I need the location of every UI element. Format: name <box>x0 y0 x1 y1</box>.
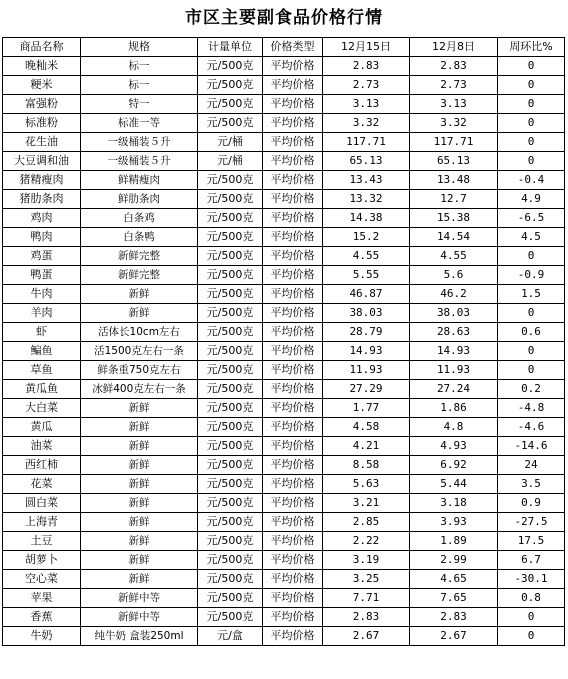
cell-current-price: 13.43 <box>323 171 410 190</box>
cell-unit: 元/500克 <box>198 114 263 133</box>
cell-price-type: 平均价格 <box>263 494 323 513</box>
cell-current-price: 4.21 <box>323 437 410 456</box>
table-row <box>3 361 565 380</box>
cell-previous-price: 2.83 <box>410 608 498 627</box>
cell-week-change: 0 <box>498 342 565 361</box>
cell-product-name: 猪肋条肉 <box>3 190 81 209</box>
cell-price-type: 平均价格 <box>263 627 323 646</box>
cell-spec: 一级桶装５升 <box>81 133 198 152</box>
cell-spec: 白条鸭 <box>81 228 198 247</box>
cell-price-type: 平均价格 <box>263 285 323 304</box>
table-row <box>3 57 565 76</box>
cell-unit: 元/500克 <box>198 608 263 627</box>
cell-spec: 新鲜 <box>81 551 198 570</box>
page-title: 市区主要副食品价格行情 <box>185 8 383 28</box>
cell-spec: 新鲜 <box>81 304 198 323</box>
table-row <box>3 570 565 589</box>
table-row <box>3 418 565 437</box>
cell-week-change: 0 <box>498 114 565 133</box>
cell-unit: 元/500克 <box>198 456 263 475</box>
cell-unit: 元/500克 <box>198 513 263 532</box>
cell-unit: 元/500克 <box>198 57 263 76</box>
cell-price-type: 平均价格 <box>263 114 323 133</box>
cell-product-name: 苹果 <box>3 589 81 608</box>
cell-week-change: 0 <box>498 95 565 114</box>
cell-product-name: 香蕉 <box>3 608 81 627</box>
cell-week-change: 0.9 <box>498 494 565 513</box>
cell-week-change: 0.6 <box>498 323 565 342</box>
cell-previous-price: 2.73 <box>410 76 498 95</box>
cell-week-change: 4.5 <box>498 228 565 247</box>
cell-previous-price: 1.86 <box>410 399 498 418</box>
cell-previous-price: 15.38 <box>410 209 498 228</box>
cell-unit: 元/500克 <box>198 323 263 342</box>
cell-week-change: -14.6 <box>498 437 565 456</box>
cell-product-name: 花生油 <box>3 133 81 152</box>
cell-week-change: -0.9 <box>498 266 565 285</box>
cell-current-price: 2.85 <box>323 513 410 532</box>
cell-week-change: 0.8 <box>498 589 565 608</box>
cell-previous-price: 3.18 <box>410 494 498 513</box>
cell-product-name: 黄瓜 <box>3 418 81 437</box>
cell-previous-price: 7.65 <box>410 589 498 608</box>
cell-previous-price: 4.55 <box>410 247 498 266</box>
table-row <box>3 513 565 532</box>
table-header-row <box>3 38 565 57</box>
cell-spec: 标一 <box>81 76 198 95</box>
cell-spec: 新鲜 <box>81 456 198 475</box>
table-row <box>3 95 565 114</box>
cell-week-change: -4.6 <box>498 418 565 437</box>
cell-week-change: 0 <box>498 133 565 152</box>
cell-week-change: 0 <box>498 361 565 380</box>
cell-previous-price: 4.93 <box>410 437 498 456</box>
cell-price-type: 平均价格 <box>263 475 323 494</box>
cell-current-price: 2.22 <box>323 532 410 551</box>
cell-week-change: 0 <box>498 627 565 646</box>
table-row <box>3 342 565 361</box>
cell-previous-price: 117.71 <box>410 133 498 152</box>
cell-product-name: 猪精瘦肉 <box>3 171 81 190</box>
table-row <box>3 494 565 513</box>
cell-spec: 新鲜 <box>81 570 198 589</box>
cell-product-name: 土豆 <box>3 532 81 551</box>
cell-current-price: 5.55 <box>323 266 410 285</box>
cell-previous-price: 3.32 <box>410 114 498 133</box>
cell-spec: 鲜肋条肉 <box>81 190 198 209</box>
cell-price-type: 平均价格 <box>263 171 323 190</box>
table-row <box>3 209 565 228</box>
table-row <box>3 247 565 266</box>
cell-unit: 元/500克 <box>198 532 263 551</box>
cell-current-price: 3.32 <box>323 114 410 133</box>
cell-current-price: 14.38 <box>323 209 410 228</box>
cell-spec: 新鲜 <box>81 285 198 304</box>
cell-product-name: 粳米 <box>3 76 81 95</box>
cell-spec: 新鲜 <box>81 475 198 494</box>
cell-price-type: 平均价格 <box>263 190 323 209</box>
cell-current-price: 13.32 <box>323 190 410 209</box>
cell-product-name: 大豆调和油 <box>3 152 81 171</box>
cell-unit: 元/500克 <box>198 285 263 304</box>
cell-current-price: 38.03 <box>323 304 410 323</box>
cell-previous-price: 5.6 <box>410 266 498 285</box>
cell-price-type: 平均价格 <box>263 209 323 228</box>
table-row <box>3 152 565 171</box>
cell-product-name: 鸡蛋 <box>3 247 81 266</box>
cell-price-type: 平均价格 <box>263 323 323 342</box>
cell-product-name: 标准粉 <box>3 114 81 133</box>
cell-unit: 元/500克 <box>198 266 263 285</box>
cell-product-name: 油菜 <box>3 437 81 456</box>
cell-price-type: 平均价格 <box>263 608 323 627</box>
cell-price-type: 平均价格 <box>263 228 323 247</box>
cell-previous-price: 3.93 <box>410 513 498 532</box>
header-unit: 计量单位 <box>198 38 263 57</box>
cell-spec: 标准一等 <box>81 114 198 133</box>
cell-price-type: 平均价格 <box>263 437 323 456</box>
cell-previous-price: 65.13 <box>410 152 498 171</box>
cell-price-type: 平均价格 <box>263 266 323 285</box>
cell-price-type: 平均价格 <box>263 418 323 437</box>
cell-unit: 元/500克 <box>198 209 263 228</box>
cell-previous-price: 14.93 <box>410 342 498 361</box>
cell-week-change: -0.4 <box>498 171 565 190</box>
cell-previous-price: 1.89 <box>410 532 498 551</box>
cell-product-name: 草鱼 <box>3 361 81 380</box>
cell-previous-price: 38.03 <box>410 304 498 323</box>
cell-spec: 白条鸡 <box>81 209 198 228</box>
cell-current-price: 117.71 <box>323 133 410 152</box>
cell-unit: 元/500克 <box>198 399 263 418</box>
table-row <box>3 76 565 95</box>
cell-spec: 新鲜完整 <box>81 266 198 285</box>
table-row <box>3 285 565 304</box>
cell-week-change: 0.2 <box>498 380 565 399</box>
cell-product-name: 花菜 <box>3 475 81 494</box>
cell-previous-price: 14.54 <box>410 228 498 247</box>
cell-spec: 新鲜 <box>81 494 198 513</box>
cell-price-type: 平均价格 <box>263 551 323 570</box>
cell-unit: 元/500克 <box>198 304 263 323</box>
cell-week-change: 3.5 <box>498 475 565 494</box>
cell-price-type: 平均价格 <box>263 532 323 551</box>
cell-current-price: 15.2 <box>323 228 410 247</box>
table-row <box>3 475 565 494</box>
cell-current-price: 4.55 <box>323 247 410 266</box>
cell-unit: 元/500克 <box>198 342 263 361</box>
cell-price-type: 平均价格 <box>263 361 323 380</box>
cell-current-price: 28.79 <box>323 323 410 342</box>
cell-unit: 元/桶 <box>198 133 263 152</box>
cell-unit: 元/500克 <box>198 76 263 95</box>
cell-unit: 元/500克 <box>198 570 263 589</box>
cell-spec: 活体长10cm左右 <box>81 323 198 342</box>
cell-current-price: 2.73 <box>323 76 410 95</box>
cell-previous-price: 13.48 <box>410 171 498 190</box>
cell-price-type: 平均价格 <box>263 513 323 532</box>
cell-week-change: -4.8 <box>498 399 565 418</box>
cell-week-change: -30.1 <box>498 570 565 589</box>
cell-unit: 元/500克 <box>198 190 263 209</box>
cell-previous-price: 4.65 <box>410 570 498 589</box>
table-body <box>3 57 565 646</box>
cell-unit: 元/500克 <box>198 380 263 399</box>
cell-previous-price: 3.13 <box>410 95 498 114</box>
table-row <box>3 589 565 608</box>
cell-week-change: 17.5 <box>498 532 565 551</box>
cell-unit: 元/500克 <box>198 475 263 494</box>
cell-current-price: 7.71 <box>323 589 410 608</box>
cell-week-change: 0 <box>498 304 565 323</box>
cell-price-type: 平均价格 <box>263 570 323 589</box>
cell-product-name: 虾 <box>3 323 81 342</box>
cell-current-price: 1.77 <box>323 399 410 418</box>
cell-week-change: 6.7 <box>498 551 565 570</box>
cell-price-type: 平均价格 <box>263 380 323 399</box>
cell-current-price: 11.93 <box>323 361 410 380</box>
cell-product-name: 牛肉 <box>3 285 81 304</box>
cell-price-type: 平均价格 <box>263 304 323 323</box>
cell-current-price: 3.25 <box>323 570 410 589</box>
table-row <box>3 114 565 133</box>
cell-product-name: 羊肉 <box>3 304 81 323</box>
table-row <box>3 190 565 209</box>
cell-price-type: 平均价格 <box>263 247 323 266</box>
cell-price-type: 平均价格 <box>263 95 323 114</box>
cell-spec: 活1500克左右一条 <box>81 342 198 361</box>
cell-week-change: 0 <box>498 247 565 266</box>
table-row <box>3 551 565 570</box>
table-row <box>3 323 565 342</box>
cell-week-change: 0 <box>498 152 565 171</box>
cell-price-type: 平均价格 <box>263 152 323 171</box>
cell-product-name: 圆白菜 <box>3 494 81 513</box>
cell-product-name: 西红柿 <box>3 456 81 475</box>
cell-previous-price: 6.92 <box>410 456 498 475</box>
cell-price-type: 平均价格 <box>263 76 323 95</box>
header-week-change: 周环比% <box>498 38 565 57</box>
cell-price-type: 平均价格 <box>263 589 323 608</box>
header-spec: 规格 <box>81 38 198 57</box>
cell-unit: 元/500克 <box>198 247 263 266</box>
cell-week-change: 1.5 <box>498 285 565 304</box>
cell-current-price: 8.58 <box>323 456 410 475</box>
cell-price-type: 平均价格 <box>263 456 323 475</box>
cell-previous-price: 5.44 <box>410 475 498 494</box>
cell-current-price: 14.93 <box>323 342 410 361</box>
table-row <box>3 456 565 475</box>
cell-week-change: 0 <box>498 608 565 627</box>
cell-spec: 新鲜 <box>81 418 198 437</box>
cell-product-name: 鸡肉 <box>3 209 81 228</box>
cell-product-name: 鸭蛋 <box>3 266 81 285</box>
cell-previous-price: 2.99 <box>410 551 498 570</box>
cell-previous-price: 28.63 <box>410 323 498 342</box>
cell-current-price: 2.83 <box>323 608 410 627</box>
cell-unit: 元/500克 <box>198 228 263 247</box>
table-row <box>3 437 565 456</box>
cell-spec: 新鲜 <box>81 437 198 456</box>
table-row <box>3 266 565 285</box>
cell-current-price: 3.21 <box>323 494 410 513</box>
price-table <box>2 37 565 646</box>
cell-previous-price: 2.83 <box>410 57 498 76</box>
cell-spec: 一级桶装５升 <box>81 152 198 171</box>
cell-previous-price: 12.7 <box>410 190 498 209</box>
cell-current-price: 5.63 <box>323 475 410 494</box>
cell-product-name: 富强粉 <box>3 95 81 114</box>
cell-spec: 鲜条重750克左右 <box>81 361 198 380</box>
cell-unit: 元/500克 <box>198 361 263 380</box>
cell-spec: 纯牛奶 盒装250ml <box>81 627 198 646</box>
cell-product-name: 晚籼米 <box>3 57 81 76</box>
cell-spec: 冰鲜400克左右一条 <box>81 380 198 399</box>
cell-spec: 标一 <box>81 57 198 76</box>
table-row <box>3 380 565 399</box>
cell-week-change: 0 <box>498 76 565 95</box>
cell-previous-price: 11.93 <box>410 361 498 380</box>
cell-product-name: 鳊鱼 <box>3 342 81 361</box>
header-price-type: 价格类型 <box>263 38 323 57</box>
cell-unit: 元/500克 <box>198 551 263 570</box>
cell-previous-price: 46.2 <box>410 285 498 304</box>
header-previous-date: 12月8日 <box>410 38 498 57</box>
cell-current-price: 4.58 <box>323 418 410 437</box>
header-product-name: 商品名称 <box>3 38 81 57</box>
table-row <box>3 133 565 152</box>
cell-current-price: 46.87 <box>323 285 410 304</box>
cell-week-change: 24 <box>498 456 565 475</box>
cell-unit: 元/500克 <box>198 418 263 437</box>
cell-spec: 新鲜 <box>81 399 198 418</box>
cell-unit: 元/500克 <box>198 437 263 456</box>
cell-unit: 元/盒 <box>198 627 263 646</box>
cell-current-price: 2.83 <box>323 57 410 76</box>
cell-unit: 元/500克 <box>198 171 263 190</box>
table-row <box>3 608 565 627</box>
cell-spec: 新鲜 <box>81 513 198 532</box>
table-row <box>3 228 565 247</box>
cell-unit: 元/500克 <box>198 589 263 608</box>
cell-spec: 特一 <box>81 95 198 114</box>
cell-week-change: -27.5 <box>498 513 565 532</box>
table-row <box>3 627 565 646</box>
cell-spec: 新鲜中等 <box>81 589 198 608</box>
cell-week-change: 0 <box>498 57 565 76</box>
cell-price-type: 平均价格 <box>263 133 323 152</box>
cell-price-type: 平均价格 <box>263 399 323 418</box>
cell-price-type: 平均价格 <box>263 342 323 361</box>
cell-product-name: 上海青 <box>3 513 81 532</box>
cell-spec: 鲜精瘦肉 <box>81 171 198 190</box>
cell-product-name: 大白菜 <box>3 399 81 418</box>
cell-current-price: 2.67 <box>323 627 410 646</box>
cell-product-name: 胡萝卜 <box>3 551 81 570</box>
cell-product-name: 鸭肉 <box>3 228 81 247</box>
cell-week-change: -6.5 <box>498 209 565 228</box>
cell-spec: 新鲜完整 <box>81 247 198 266</box>
cell-previous-price: 4.8 <box>410 418 498 437</box>
table-row <box>3 171 565 190</box>
cell-unit: 元/500克 <box>198 494 263 513</box>
table-row <box>3 532 565 551</box>
cell-price-type: 平均价格 <box>263 57 323 76</box>
cell-spec: 新鲜 <box>81 532 198 551</box>
cell-previous-price: 27.24 <box>410 380 498 399</box>
cell-current-price: 3.19 <box>323 551 410 570</box>
cell-current-price: 27.29 <box>323 380 410 399</box>
cell-week-change: 4.9 <box>498 190 565 209</box>
cell-previous-price: 2.67 <box>410 627 498 646</box>
cell-current-price: 3.13 <box>323 95 410 114</box>
table-row <box>3 399 565 418</box>
cell-spec: 新鲜中等 <box>81 608 198 627</box>
cell-current-price: 65.13 <box>323 152 410 171</box>
table-row <box>3 304 565 323</box>
cell-product-name: 空心菜 <box>3 570 81 589</box>
cell-product-name: 黄瓜鱼 <box>3 380 81 399</box>
header-current-date: 12月15日 <box>323 38 410 57</box>
cell-product-name: 牛奶 <box>3 627 81 646</box>
cell-unit: 元/500克 <box>198 95 263 114</box>
cell-unit: 元/桶 <box>198 152 263 171</box>
